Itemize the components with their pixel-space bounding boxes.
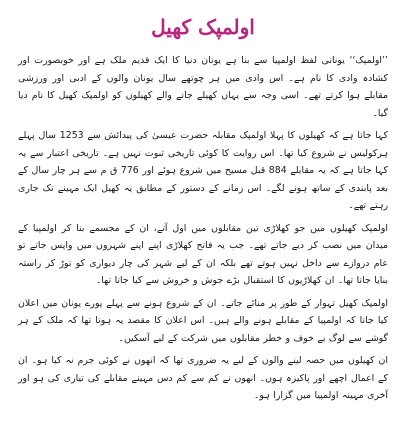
article-title: اولمپک کھیل [151, 15, 255, 39]
article-paragraph: کہا جاتا ہے کہ کھیلوں کا پہلا اولمپک مقابلہ حضرت عیسیٰ کی پیدائش سے 1253 سال پہلے ہرکولیس نے شروع کیا تھا۔ اس روایت کا کوئی تاریخی ثبوت نہیں ہے۔ تاریخی اعتبار سے یہ کہا جاتا ہے کہ یہ مقابلے 884 قبل مسیح میں شروع ہوئے اور 776 ق م سے ہر چار سال کے بعد پابندی کے ساتھ ہونے لگے۔ اس زمانے کے دستور کے مطابق یہ کھیل ایک مہینے تک جاری رہتے تھے۔ [18, 130, 388, 211]
article-paragraph: اولمپک کھیلوں میں جو کھلاڑی تین مقابلوں میں اول آتے، ان کے مجسمے بنا کر اولمپیا کے میدان میں نصب کر دیے جاتے تھے۔ جب یہ فاتح کھلاڑی اپنے اپنے شہروں میں واپس جاتے تو عام دروازے سے داخل نہیں ہوتے تھے بلکہ ان کے لیے شہر کی چار دیواری کو توڑ کر راستہ بنایا جاتا تھا۔ ان کھلاڑیوں کا استقبال بڑے جوش و خروش سے کیا جاتا تھا۔ [18, 222, 388, 286]
article-paragraph: ’’اولمپک‘‘ یونانی لفظ اولمپیا سے بنا ہے یونان دنیا کا ایک قدیم ملک ہے اور خوبصورت اور کشادہ وادی کا نام ہے۔ اس وادی میں ہر چوتھے سال یونان والوں کے ادبی اور ورزشی مقابلے ہوا کرتے تھے۔ اسی وجہ سے یہاں کھیلے جانے والے کھیلوں کو اولمپک کھیل کا نام دیا گیا۔ [18, 55, 388, 119]
article-paragraph: ان کھیلوں میں حصہ لینے والوں کے لیے یہ ضروری تھا کہ انھوں نے کوئی جرم نہ کیا ہو۔ ان کے اعمال اچھے اور پاکیزہ ہوں۔ انھوں نے کم سے کم دس مہینے مقابلے کی تیاری کی ہو اور آخری مہینہ اولمپیا میں گزارا ہو۔ [18, 355, 388, 401]
article-paragraph: اولمپک کھیل تہوار کے طور پر منائے جاتے۔ ان کے شروع ہونے سے پہلے پورے یونان میں اعلان کیا جاتا کہ اولمپیا کے مقابلے ہونے والے ہیں۔ اس اعلان کا مقصد یہ ہوتا تھا کہ ملک کے ہر گوشے سے لوگ بے خوف و خطر مقابلوں میں شرکت کے لیے آسکیں۔ [18, 297, 388, 344]
